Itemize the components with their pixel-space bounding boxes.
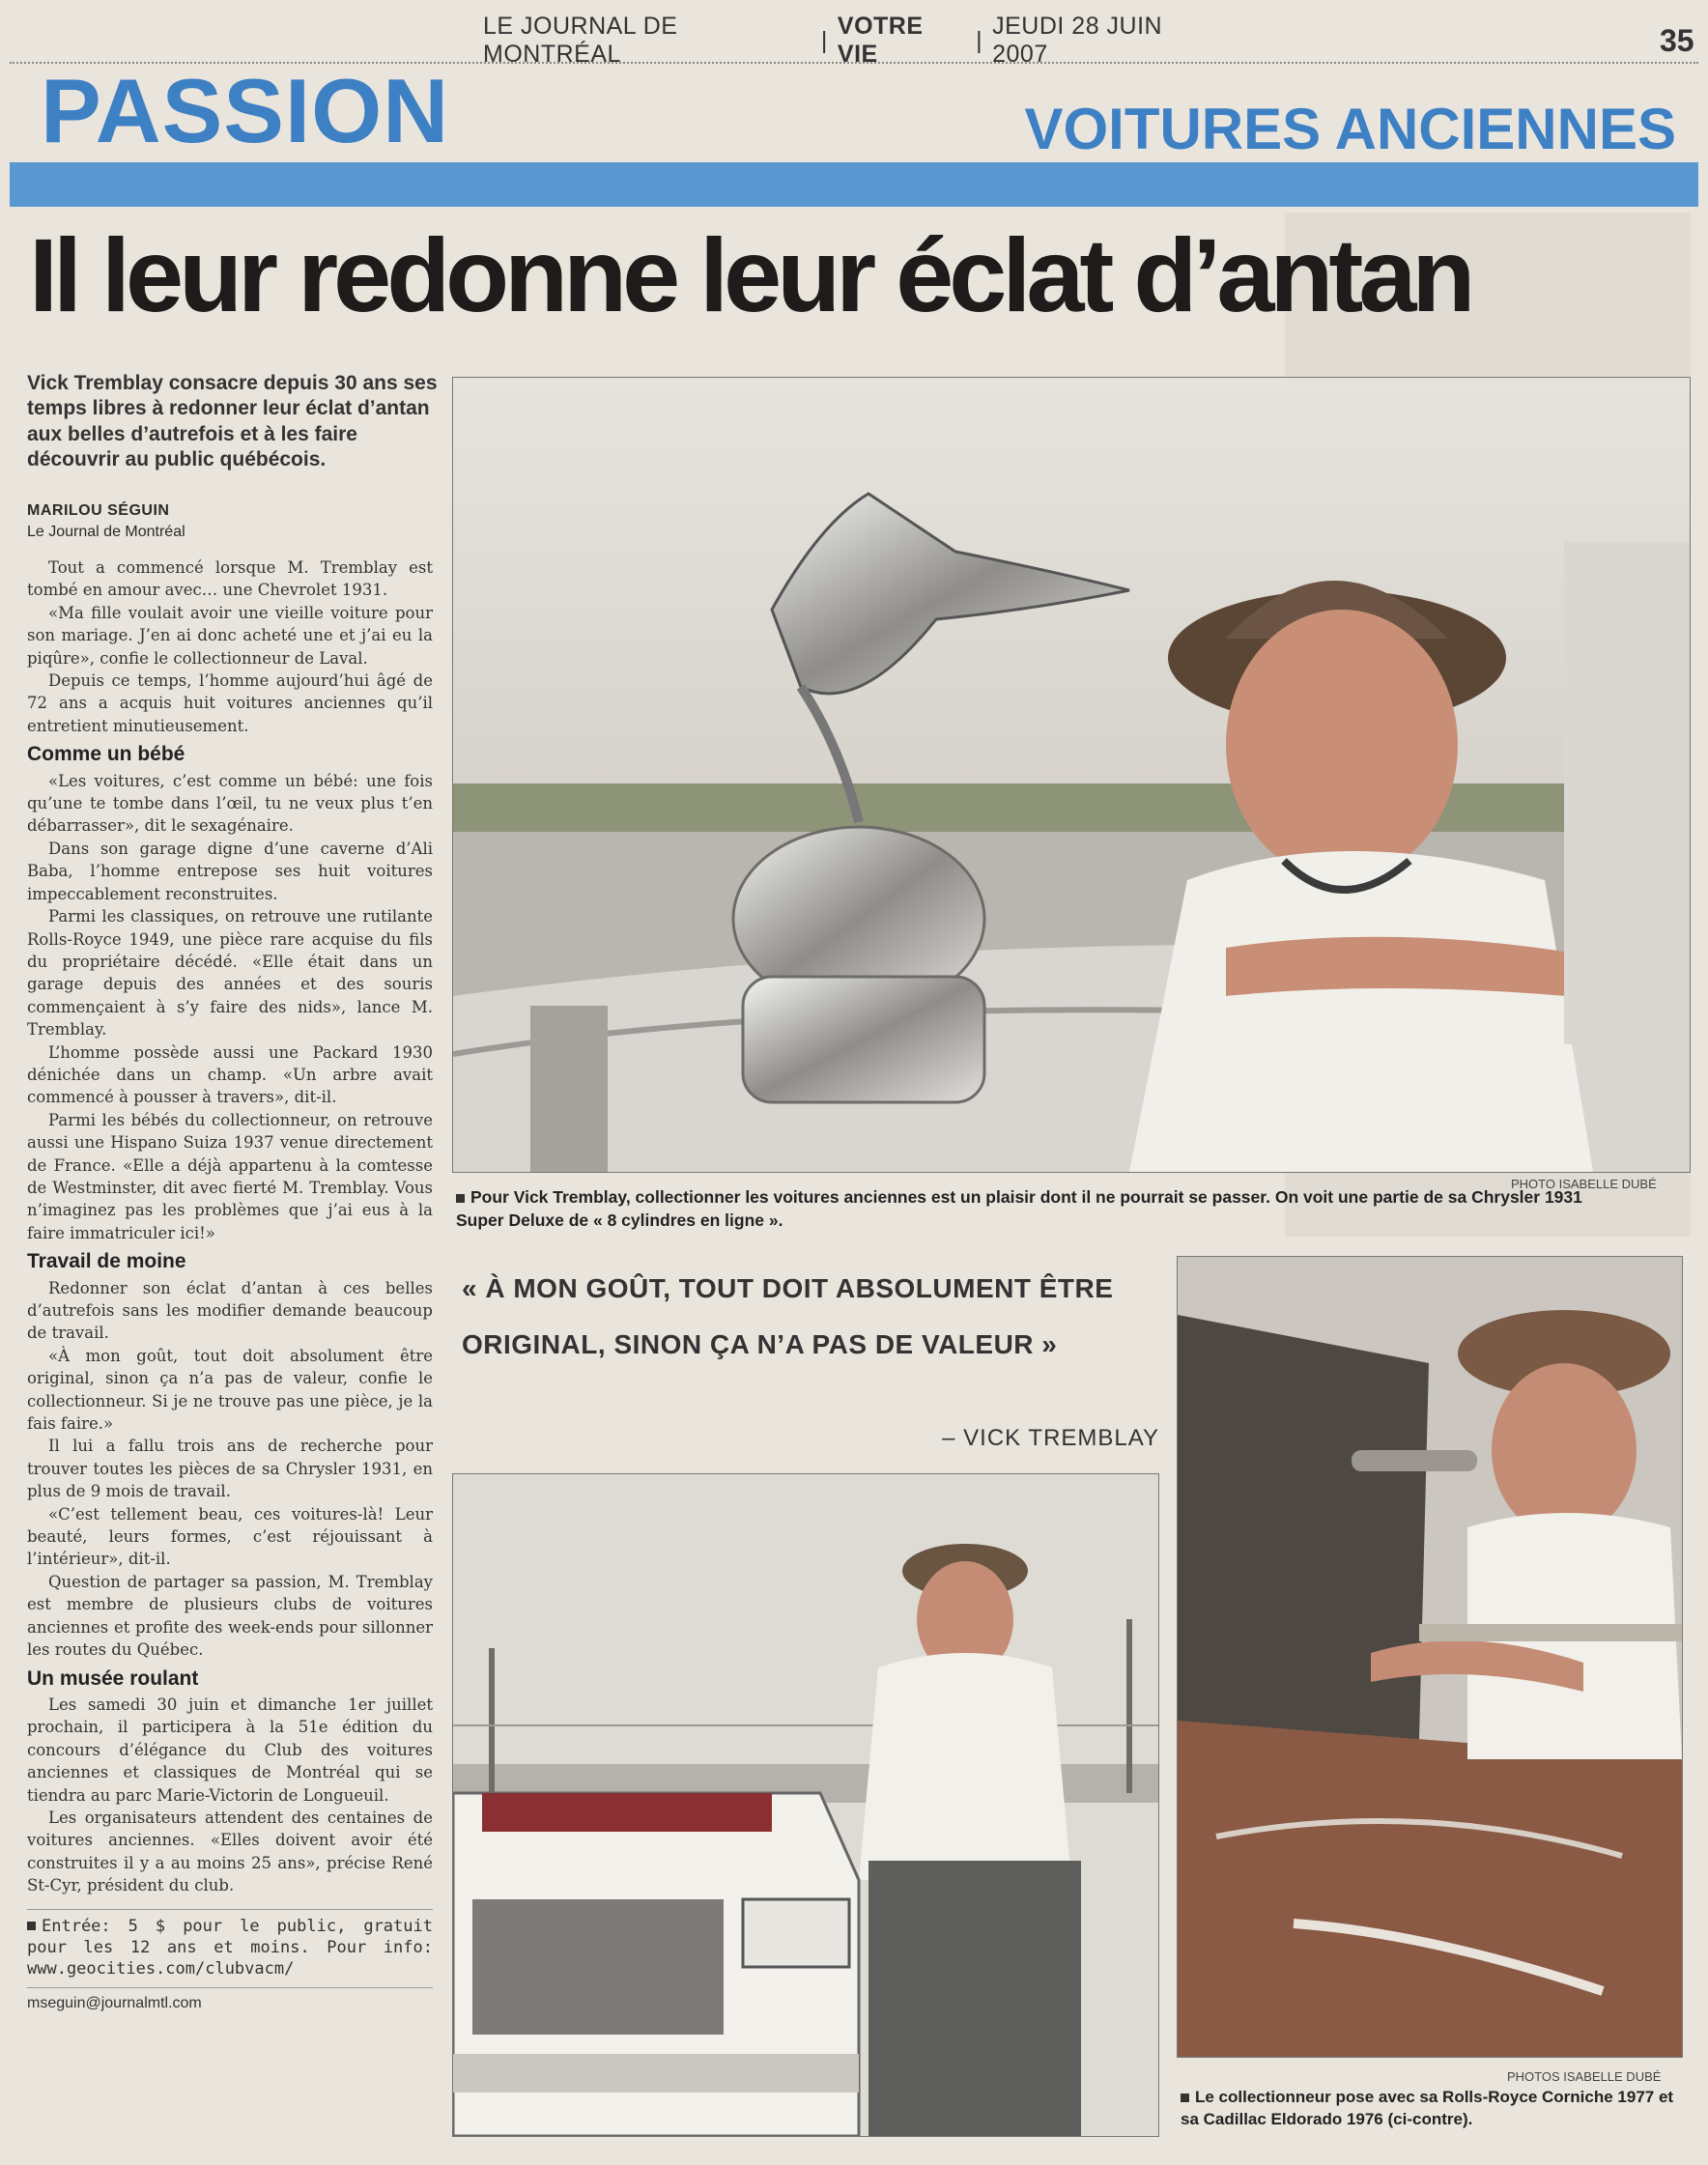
paragraph: Depuis ce temps, l’homme aujourd’hui âgé de 72 ans a acquis huit voitures anciennes qu’il entretient minutieusement. bbox=[27, 671, 433, 735]
paragraph: «Les voitures, c’est comme un bébé: une fois qu’une te tombe dans l’œil, tu ne veux plus t’en débarrasser», dit le sexagénaire. bbox=[27, 771, 433, 836]
paragraph: Les samedi 30 juin et dimanche 1er juillet prochain, il participera à la 51e édition du concours d’élégance du Club des voitures anciennes et classiques de Montréal qui se tiendra au parc Marie-Victorin de Longueuil. bbox=[27, 1695, 433, 1805]
info-text: Entrée: 5 $ pour le public, gratuit pour les 12 ans et moins. Pour info: www.geocities.com/clubvacm/ bbox=[27, 1916, 433, 1979]
cadillac-photo bbox=[452, 1473, 1159, 2137]
paragraph: L’homme possède aussi une Packard 1930 dénichée dans un champ. «Un arbre avait commencé à pousser à travers», dit-il. bbox=[27, 1042, 433, 1107]
pull-quote-attribution: – VICK TREMBLAY bbox=[942, 1425, 1159, 1451]
paragraph: Redonner son éclat d’antan à ces belles d’autrefois sans les modifier demande beaucoup de travail. bbox=[27, 1278, 433, 1343]
paragraph: Tout a commencé lorsque M. Tremblay est tombé en amour avec… une Chevrolet 1931. bbox=[27, 558, 433, 600]
pull-quote: « À MON GOÛT, TOUT DOIT ABSOLUMENT ÊTRE ORIGINAL, SINON ÇA N’A PAS DE VALEUR » bbox=[462, 1273, 1114, 1359]
paragraph: Question de partager sa passion, M. Tremblay est membre de plusieurs clubs de voitures anciennes et profite des week-ends pour sillonner les routes du Québec. bbox=[27, 1572, 433, 1660]
rolls-royce-photo-art bbox=[1178, 1257, 1682, 2057]
page-number: 35 bbox=[1660, 23, 1694, 58]
main-photo-credit: PHOTO ISABELLE DUBÉ bbox=[1511, 1177, 1657, 1191]
subheading: Un musée roulant bbox=[27, 1666, 199, 1690]
paragraph: Dans son garage digne d’une caverne d’Ali Baba, l’homme entrepose ses huit voitures impeccablement reconstruites. bbox=[27, 839, 433, 903]
subheading: Comme un bébé bbox=[27, 743, 185, 766]
cadillac-photo-art bbox=[453, 1474, 1158, 2136]
paragraph: Parmi les bébés du collectionneur, on retrouve aussi une Hispano Suiza 1937 venue directement de France. «Elle a déjà appartenu à la comtesse de Westminster, dit avec fierté M. Tremblay. Vous n’imaginez pas les problèmes que j’ai eus à la faire immatriculer ici!» bbox=[27, 1110, 433, 1242]
main-caption-text: Pour Vick Tremblay, collectionner les voitures anciennes est un plaisir dont il ne pourrait se passer. On voit une partie de sa Chrysler 1931 Super Deluxe de « 8 cylindres en ligne ». bbox=[456, 1187, 1582, 1230]
main-photo bbox=[452, 377, 1691, 1173]
bullet-square-icon bbox=[1181, 2094, 1189, 2102]
section-banner-bar bbox=[10, 162, 1698, 207]
section-name: VOTRE VIE bbox=[837, 13, 924, 68]
rolls-royce-photo bbox=[1177, 1256, 1683, 2058]
author-email: mseguin@journalmtl.com bbox=[27, 1987, 433, 2014]
paragraph: «C’est tellement beau, ces voitures-là! Leur beauté, leurs formes, c’est réjouissant à l’intérieur», dit-il. bbox=[27, 1504, 433, 1569]
author-name: MARILOU SÉGUIN bbox=[27, 502, 170, 519]
byline bbox=[27, 500, 442, 542]
main-photo-art bbox=[453, 378, 1690, 1172]
outlet-name: Le Journal de Montréal bbox=[27, 523, 185, 540]
deck: Vick Tremblay consacre depuis 30 ans ses temps libres à redonner leur éclat d’antan aux belles d’autrefois et à les faire découvrir au public québécois. bbox=[27, 372, 438, 471]
paper-name: LE JOURNAL DE MONTRÉAL bbox=[483, 13, 678, 68]
rubric-title: VOITURES ANCIENNES bbox=[1024, 97, 1676, 161]
article-body bbox=[27, 556, 433, 2014]
side-caption-text: Le collectionneur pose avec sa Rolls-Royce Corniche 1977 et sa Cadillac Eldorado 1976 (ci-contre). bbox=[1181, 2088, 1674, 2128]
section-title: PASSION bbox=[41, 60, 450, 161]
paragraph: Il lui a fallu trois ans de recherche pour trouver toutes les pièces de sa Chrysler 1931, en plus de 9 mois de travail. bbox=[27, 1437, 433, 1501]
issue-date: JEUDI 28 JUIN 2007 bbox=[992, 13, 1163, 68]
paragraph: Les organisateurs attendent des centaines de voitures anciennes. «Elles doivent avoir été construites il y a au moins 25 ans», précise René St-Cyr, président du club. bbox=[27, 1808, 433, 1895]
subheading: Travail de moine bbox=[27, 1250, 186, 1273]
headline: Il leur redonne leur éclat d’antan bbox=[29, 216, 1471, 333]
paragraph: «À mon goût, tout doit absolument être original, sinon ça n’a pas de valeur, confie le collectionneur. Si je ne trouve pas une pièce, je la fais faire.» bbox=[27, 1346, 433, 1434]
paragraph: «Ma fille voulait avoir une vieille voiture pour son mariage. J’en ai donc acheté une et j’ai eu la piqûre», confie le collectionneur de Laval. bbox=[27, 603, 433, 668]
paragraph: Parmi les classiques, on retrouve une rutilante Rolls-Royce 1949, une pièce rare acquise du fils du propriétaire décédé. «Elle était dans un garage depuis des années et des souris commençaient à s’y faire des nids», lance M. Tremblay. bbox=[27, 907, 433, 1040]
running-header bbox=[483, 13, 1217, 68]
main-photo-caption bbox=[456, 1186, 1615, 1232]
info-box bbox=[27, 1909, 433, 1980]
side-photo-caption bbox=[1181, 2087, 1681, 2131]
separator: | bbox=[820, 26, 828, 54]
bullet-square-icon bbox=[27, 1922, 36, 1930]
separator: | bbox=[976, 26, 983, 54]
side-photo-credit: PHOTOS ISABELLE DUBÉ bbox=[1507, 2069, 1662, 2084]
bullet-square-icon bbox=[456, 1194, 465, 1203]
